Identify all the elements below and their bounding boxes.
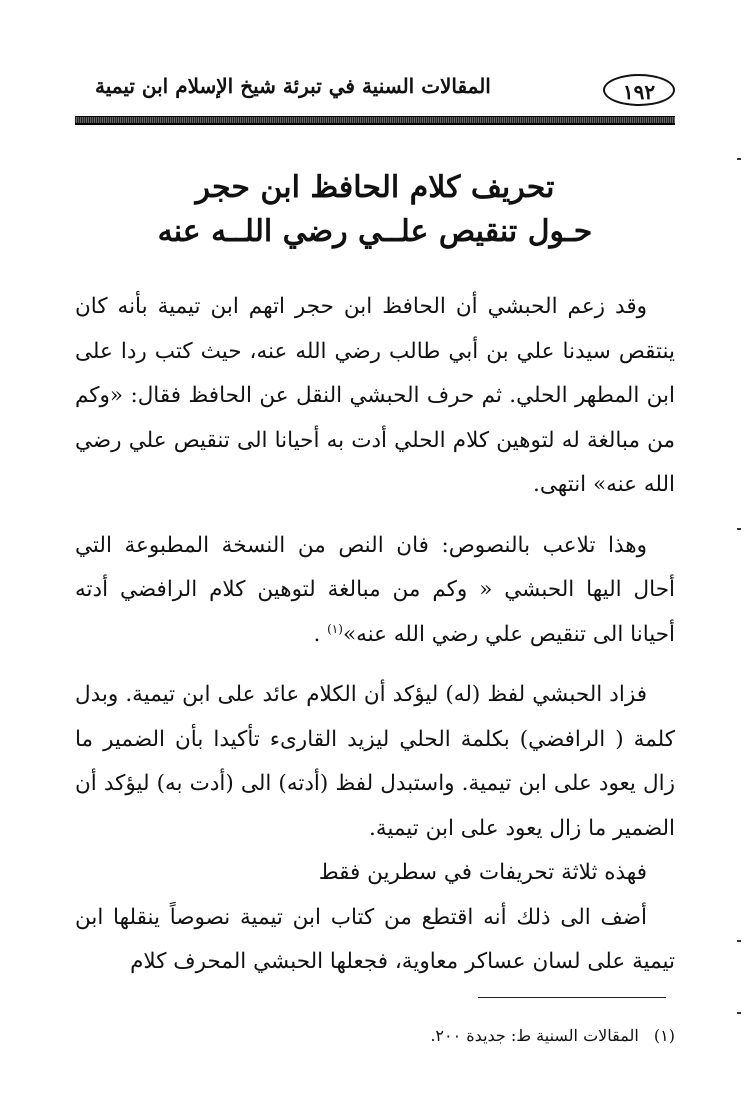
margin-mark	[737, 158, 741, 160]
footnote-number: (١)	[653, 1026, 675, 1045]
section-heading-line-2: حـول تنقيص علــي رضي اللــه عنه	[157, 214, 593, 249]
body-text	[75, 285, 675, 985]
margin-mark	[737, 528, 741, 530]
paragraph-3: فزاد الحبشي لفظ (له) ليؤكد أن الكلام عائد على ابن تيمية. وبدل كلمة ( الرافضي) بكلمة الحلي ليزيد القارىء تأكيدا بأن الضمير ما زال يعود على ابن تيمية. واستبدل لفظ (أدته) الى (أدت به) ليؤكد أن الضمير ما زال يعود على ابن تيمية.	[75, 682, 675, 841]
paragraph-2-text: وهذا تلاعب بالنصوص: فان النص من النسخة المطبوعة التي أحال اليها الحبشي « وكم من مبالغة لتوهين كلام الرافضي أدته أحيانا الى تنقيص علي رضي الله عنه»	[75, 532, 675, 647]
paragraph-2: وهذا تلاعب بالنصوص: فان النص من النسخة المطبوعة التي أحال اليها الحبشي « وكم من مبالغة لتوهين كلام الرافضي أدته أحيانا الى تنقيص علي رضي الله عنه»$^{(١)}$ .	[75, 532, 675, 647]
paragraph-4: فهذه ثلاثة تحريفات في سطرين فقط	[318, 860, 647, 885]
paragraph-1: وقد زعم الحبشي أن الحافظ ابن حجر اتهم ابن تيمية بأنه كان ينتقص سيدنا علي بن أبي طالب رضي الله عنه، حيث كتب ردا على ابن المطهر الحلي. ثم حرف الحبشي النقل عن الحافظ فقال: «وكم من مبالغة له لتوهين كلام الحلي أدت به أحيانا الى تنقيص علي رضي الله عنه» انتهى.	[75, 294, 675, 497]
margin-mark	[737, 940, 741, 942]
footnote-text: المقالات السنية ط: جديدة ٢٠٠.	[430, 1026, 639, 1045]
footnote-reference: (١)	[327, 621, 343, 636]
header-rule	[75, 116, 675, 125]
margin-mark	[737, 1012, 741, 1014]
footnote	[75, 1026, 675, 1045]
page-header	[75, 68, 675, 112]
section-heading-line-1: تحريف كلام الحافظ ابن حجر	[195, 170, 555, 205]
page-number: ١٩٢	[603, 74, 675, 106]
running-title: المقالات السنية في تبرئة شيخ الإسلام ابن تيمية	[95, 74, 491, 98]
paragraph-5: أضف الى ذلك أنه اقتطع من كتاب ابن تيمية نصوصاً ينقلها ابن تيمية على لسان عساكر معاوية، فجعلها الحبشي المحرف كلام	[75, 904, 675, 974]
footnote-separator	[478, 997, 666, 998]
